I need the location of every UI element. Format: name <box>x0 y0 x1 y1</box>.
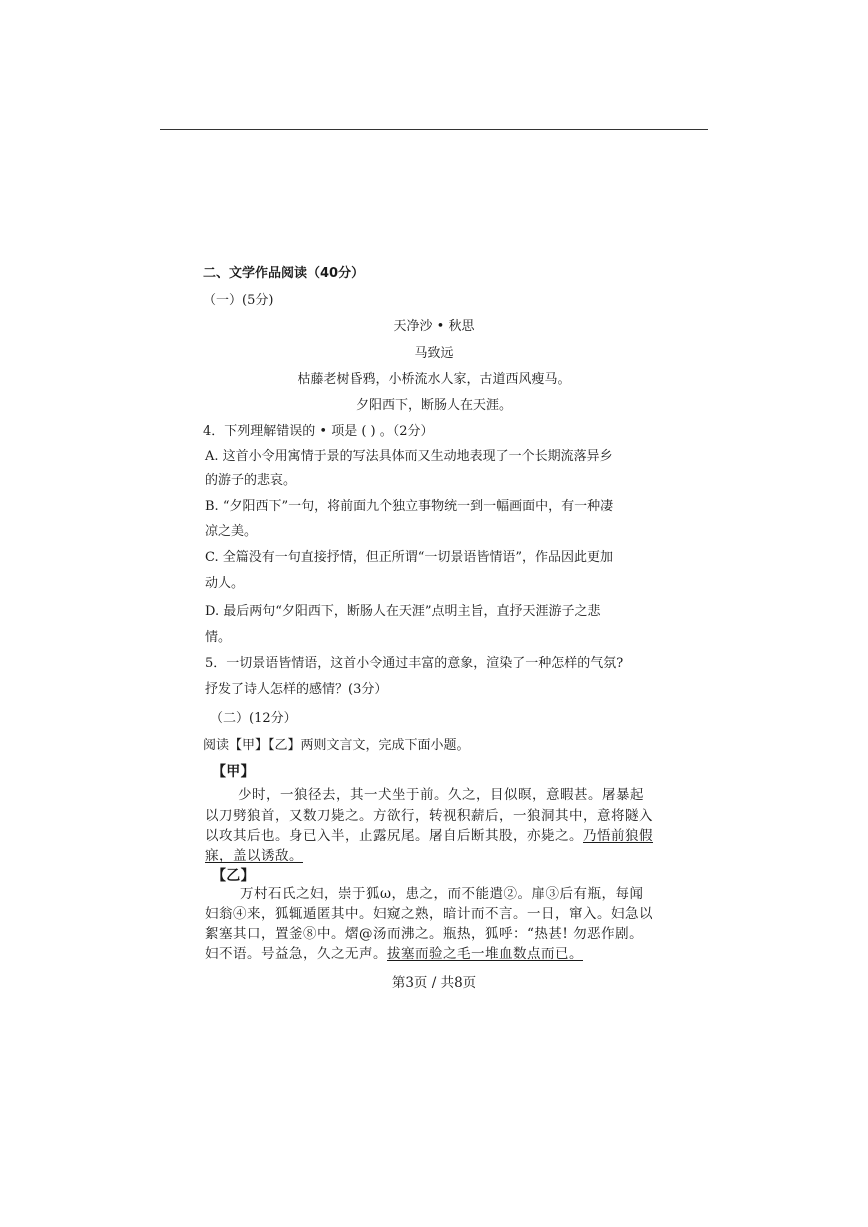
option-b-line-2: 凉之美。 <box>205 524 258 539</box>
option-d-line-1: D. 最后两句“夕阳西下，断肠人在天涯”点明主旨，直抒天涯游子之悲 <box>205 604 601 619</box>
option-d-line-2: 情。 <box>205 630 232 645</box>
option-a-line-2: 的游子的悲哀。 <box>205 473 297 488</box>
question-5-line-2: 抒发了诗人怎样的感情？(3分） <box>205 682 388 697</box>
section-title: 二、文学作品阅读（40分） <box>203 266 365 281</box>
page-footer: 第3页 / 共8页 <box>391 975 477 991</box>
header-rule <box>160 129 708 130</box>
passage-yi-line-4-text: 妇不语。号益急，久之无声。 <box>205 946 387 962</box>
passage-yi-line-4 <box>205 946 583 962</box>
passage-jia-underlined-1: 乃悟前狼假 <box>583 828 653 844</box>
option-c-line-2: 动人。 <box>205 576 245 591</box>
option-a-line-1: A. 这首小令用寓情于景的写法具体而又生动地表现了一个长期流落异乡 <box>205 449 613 464</box>
passage-jia-line-3-text: 以攻其后也。身已入半，止露尻尾。屠自后断其股，亦毙之。 <box>205 828 583 844</box>
passage-yi-line-1: 万村石氏之妇，崇于狐ω，患之，而不能遣②。扉③后有瓶，每闻 <box>240 886 644 902</box>
passage-yi-underlined: 拔塞而验之毛一堆血数点而已。 <box>387 946 583 962</box>
passage-yi-line-2: 妇翁④来，狐辄遁匿其中。妇窥之熟，暗计而不言。一日，窜入。妇急以 <box>205 906 653 922</box>
passage-jia-line-2: 以刀劈狼首，又数刀毙之。方欲行，转视积薪后，一狼洞其中，意将隧入 <box>205 808 653 824</box>
poem-title: 天净沙 • 秋思 <box>393 319 475 334</box>
part2-label: （二）(12分） <box>210 711 297 726</box>
question-4-stem: 4．下列理解错误的 • 项是 ( ) 。（2分） <box>203 424 434 439</box>
passage-jia-label: 【甲】 <box>212 764 255 780</box>
passage-jia-line-3 <box>205 828 653 844</box>
part1-label: （一）(5分) <box>203 293 274 308</box>
passage-jia-underlined-2: 寐，盖以诱敌。 <box>205 848 303 864</box>
poem-line-2: 夕阳西下，断肠人在天涯。 <box>355 398 512 413</box>
option-b-line-1: B. “夕阳西下”一句，将前面九个独立事物统一到一幅画面中，有一种凄 <box>205 499 614 514</box>
passage-jia-line-1: 少时，一狼径去，其一犬坐于前。久之，目似暝，意暇甚。屠暴起 <box>238 787 644 803</box>
passage-yi-label: 【乙】 <box>212 868 255 884</box>
poem-author: 马致远 <box>414 346 454 361</box>
poem-line-1: 枯藤老树昏鸦，小桥流水人家，古道西风瘦马。 <box>297 372 571 387</box>
option-c-line-1: C. 全篇没有一句直接抒情，但正所谓“一切景语皆情语”，作品因此更加 <box>205 550 614 565</box>
passage-yi-line-3: 絮塞其口，置釜⑧中。熠@汤而沸之。瓶热，狐呼：“热甚! 勿恶作剧。 <box>205 926 644 942</box>
part2-intro: 阅读【甲】【乙】两则文言文，完成下面小题。 <box>203 738 470 753</box>
question-5-line-1: 5．一切景语皆情语，这首小令通过丰富的意象，渲染了一种怎样的气氛? <box>205 656 624 671</box>
